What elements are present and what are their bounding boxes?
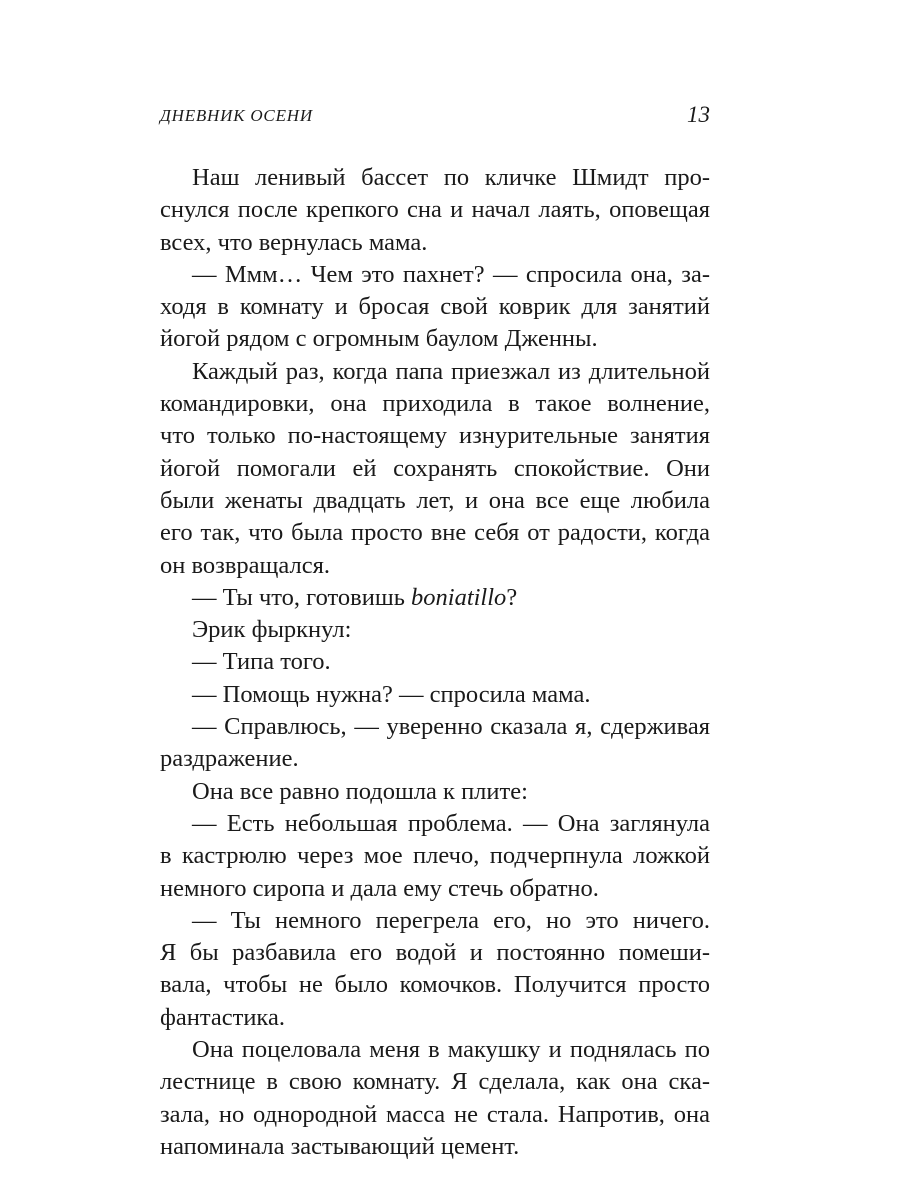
text-line: Она поцеловала меня в макушку и поднялась по <box>192 1036 710 1064</box>
running-header <box>160 102 710 136</box>
italic-word: boniatillo <box>411 583 507 611</box>
text-line: фантастика. <box>160 1003 285 1031</box>
text-line: йогой помогали ей сохранять спокойствие. Они <box>160 454 710 482</box>
text-line: раздражение. <box>160 745 299 773</box>
text-fragment: — Ты что, готовишь <box>192 583 412 611</box>
text-line: командировки, она приходила в такое волнение, <box>160 390 710 418</box>
text-line: он возвращался. <box>160 551 330 579</box>
body-text <box>160 162 710 1163</box>
text-line: — Есть небольшая проблема. — Она заглянула <box>192 809 710 837</box>
text-line: снулся после крепкого сна и начал лаять, оповещая <box>160 196 710 224</box>
text-line: были женаты двадцать лет, и она все еще любила <box>160 486 710 514</box>
text-line: — Ты немного перегрела его, но это ничего. <box>192 906 710 934</box>
text-line: — Типа того. <box>192 648 331 676</box>
text-line: йогой рядом с огромным баулом Дженны. <box>160 325 598 353</box>
text-fragment: ? <box>506 583 518 611</box>
page-number: 13 <box>687 102 710 127</box>
text-line: Она все равно подошла к плите: <box>192 777 528 805</box>
text-line: лестнице в свою комнату. Я сделала, как она ска- <box>160 1068 710 1096</box>
text-line: зала, но однородной масса не стала. Напротив, она <box>160 1100 710 1128</box>
text-line: — Помощь нужна? — спросила мама. <box>192 680 591 708</box>
text-line: всех, что вернулась мама. <box>160 228 428 256</box>
text-line: Каждый раз, когда папа приезжал из длительной <box>192 357 710 385</box>
text-line: немного сиропа и дала ему стечь обратно. <box>160 874 599 902</box>
text-line: Эрик фыркнул: <box>192 616 352 644</box>
text-line: вала, чтобы не было комочков. Получится просто <box>160 971 710 999</box>
text-line: Я бы разбавила его водой и постоянно помеши- <box>160 939 710 967</box>
text-line: — Справлюсь, — уверенно сказала я, сдерживая <box>192 713 710 741</box>
text-line: ходя в комнату и бросая свой коврик для занятий <box>160 293 710 321</box>
text-line: что только по-настоящему изнурительные занятия <box>160 422 710 450</box>
text-line: в кастрюлю через мое плечо, подчерпнула ложкой <box>160 842 710 870</box>
text-line: напоминала застывающий цемент. <box>160 1132 520 1160</box>
text-line: Наш ленивый бассет по кличке Шмидт про- <box>192 164 710 191</box>
text-line: его так, что была просто вне себя от радости, когда <box>160 519 710 547</box>
running-title: ДНЕВНИК ОСЕНИ <box>160 106 313 125</box>
text-line: — Ммм… Чем это пахнет? — спросила она, за- <box>192 260 710 288</box>
text-line <box>160 582 710 614</box>
